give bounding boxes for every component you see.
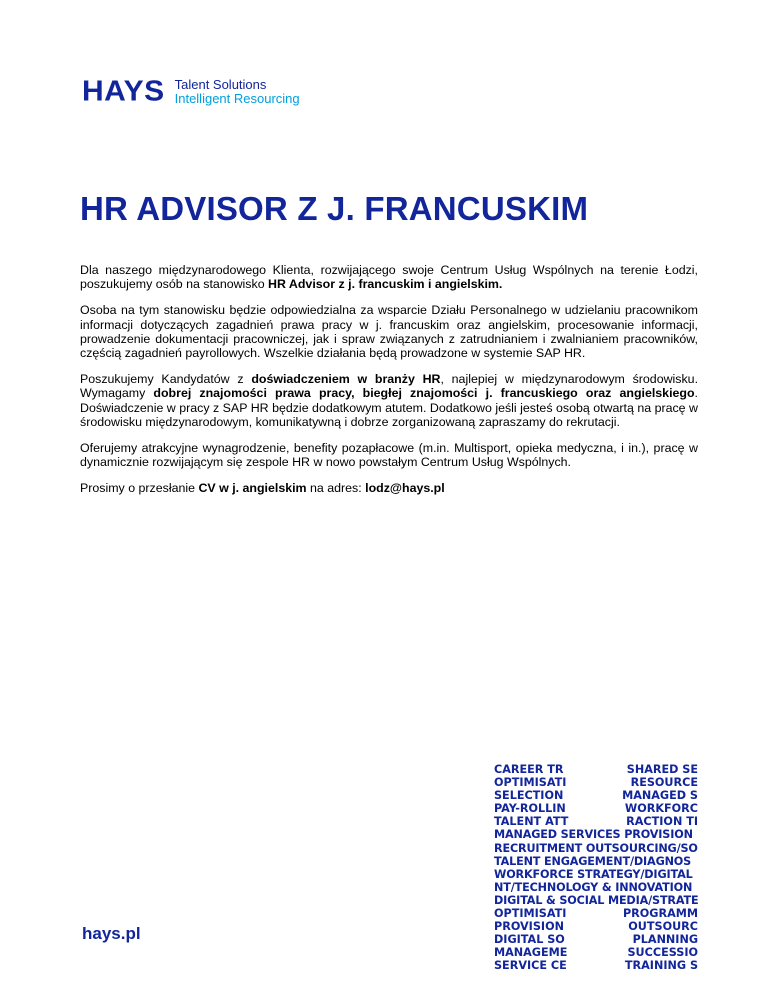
services-line: RECRUITMENT OUTSOURCING/SO	[494, 841, 698, 855]
hays-logo-mark: HAYS	[82, 75, 165, 108]
requirement-knowledge: dobrej znajomości prawa pracy, biegłej znajomości j. francuskiego oraz angielskiego	[153, 386, 695, 401]
offer-text: Oferujemy atrakcyjne wynagrodzenie, benefity pozapłacowe (m.in. Multisport, opieka medyczna, i in.), pracę w dynamicznie rozwijającym się zespole HR w nowo powstałym Centrum Usług Wspólnych.	[80, 441, 698, 470]
services-row	[494, 959, 698, 972]
hays-logo	[82, 76, 300, 108]
services-row	[494, 763, 698, 776]
position-name: HR Advisor z j. francuskim i angielskim.	[268, 277, 503, 292]
service-word: TRAINING S	[624, 959, 698, 973]
responsibilities-text: Osoba na tym stanowisku będzie odpowiedzialna za wsparcie Działu Personalnego w udzielaniu pracownikom informacji dotyczących zagadnień prawa pracy w j. francuskim oraz angielskim, procesowanie informacji, prowadzenie dokumentacji pracowniczej, jak i spraw związanych z zatrudnianiem i zwalnianiem pracowników, częścią zagadnień payrollowych. Wszelkie działania będą prowadzone w systemie SAP HR.	[80, 303, 698, 361]
cv-requirement: CV w j. angielskim	[198, 481, 307, 496]
services-row	[494, 933, 698, 946]
service-word: OPTIMISATI	[494, 776, 567, 790]
services-line: TALENT ENGAGEMENT/DIAGNOS	[494, 854, 692, 868]
requirements-paragraph	[80, 372, 698, 429]
apply-text-2: na adres:	[306, 481, 366, 496]
logo-tagline	[175, 78, 300, 105]
contact-email: lodz@hays.pl	[365, 481, 445, 496]
services-line: DIGITAL & SOCIAL MEDIA/STRATE	[494, 893, 699, 907]
service-word: DIGITAL SO	[494, 933, 565, 947]
services-line: WORKFORCE STRATEGY/DIGITAL	[494, 867, 693, 881]
job-description	[80, 263, 698, 508]
service-word: CAREER TR	[494, 763, 564, 776]
service-word: TALENT ATT	[494, 815, 569, 829]
service-word: OPTIMISATI	[494, 907, 567, 921]
services-row	[494, 789, 698, 802]
offer-paragraph	[80, 441, 698, 469]
service-word: RACTION TI	[626, 815, 698, 829]
service-word: PROGRAMM	[622, 907, 698, 921]
services-row	[494, 815, 698, 828]
service-word: MANAGEME	[494, 946, 568, 960]
services-row	[494, 802, 698, 815]
service-word: RESOURCE	[630, 776, 698, 790]
services-row	[494, 776, 698, 789]
service-word: MANAGED S	[622, 789, 698, 803]
footer-website: hays.pl	[82, 924, 141, 943]
logo-tagline-line2: Intelligent Resourcing	[174, 91, 300, 106]
services-line: NT/TECHNOLOGY & INNOVATION	[494, 880, 693, 894]
intro-text: Dla naszego międzynarodowego Klienta, rozwijającego swoje Centrum Usług Wspólnych na terenie Łodzi, poszukujemy osób na stanowisko	[80, 263, 698, 292]
service-word: SERVICE CE	[494, 959, 567, 973]
requirements-text-3: . Doświadczenie w pracy z SAP HR będzie dodatkowym atutem. Dodatkowo jeśli jesteś osobą otwartą na pracę w środowisku międzynarodowym, komunikatywną i dobrze zorganizowaną zapraszamy do rekrutacji.	[80, 386, 698, 429]
service-word: OUTSOURC	[628, 920, 698, 934]
services-word-block	[494, 763, 698, 973]
requirement-experience: doświadczeniem w branży HR	[251, 372, 441, 387]
service-word: PAY-ROLLIN	[494, 802, 566, 816]
services-line: MANAGED SERVICES PROVISION	[494, 828, 693, 842]
service-word: SHARED SE	[626, 763, 698, 776]
intro-paragraph	[80, 263, 698, 291]
apply-paragraph	[80, 481, 698, 495]
service-word: PLANNING	[632, 933, 698, 947]
responsibilities-paragraph	[80, 303, 698, 360]
requirements-text-1: Poszukujemy Kandydatów z	[80, 372, 252, 387]
services-row	[494, 907, 698, 920]
services-row	[494, 946, 698, 959]
service-word: WORKFORC	[624, 802, 698, 816]
service-word: PROVISION	[494, 920, 564, 934]
service-word: SUCCESSIO	[627, 946, 698, 960]
service-word: SELECTION	[494, 789, 564, 803]
apply-text-1: Prosimy o przesłanie	[80, 481, 199, 496]
logo-tagline-line1: Talent Solutions	[174, 77, 267, 93]
requirements-text-2: , najlepiej w międzynarodowym środowisku. Wymagamy	[80, 372, 699, 401]
services-row	[494, 920, 698, 933]
job-title: HR ADVISOR Z J. FRANCUSKIM	[80, 190, 589, 227]
